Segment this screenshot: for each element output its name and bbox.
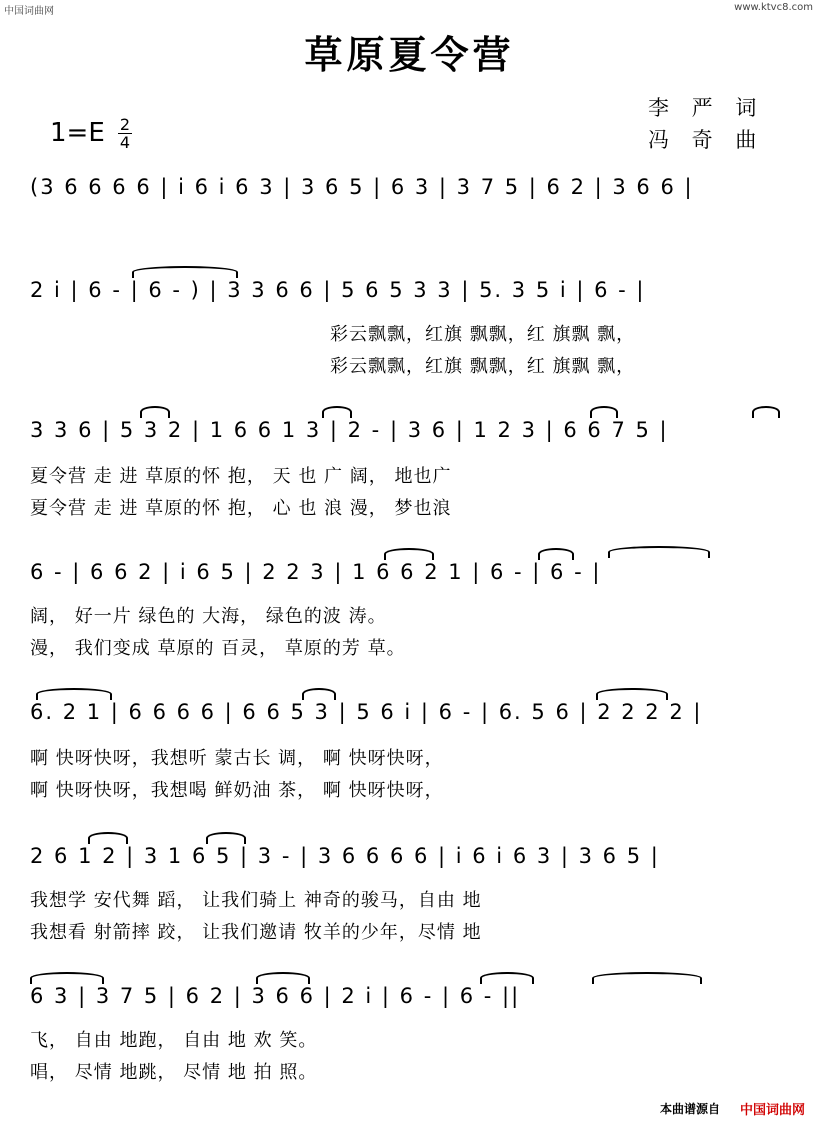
- slur: [256, 972, 310, 984]
- slur: [596, 688, 668, 700]
- system-6-lyric-2: 我想看 射箭摔 跤， 让我们邀请 牧羊的少年，尽情 地: [30, 922, 482, 943]
- slur: [206, 832, 246, 844]
- system-3-lyric-2: 夏令营 走 进 草原的怀 抱， 心 也 浪 漫， 梦也浪: [30, 498, 452, 519]
- system-7-notes: 6 3 | 3 7 5 | 6 2 | 3 6 6 | 2 i | 6 - | 6 - ||: [30, 984, 521, 1008]
- system-5-lyric-1: 啊 快呀快呀，我想听 蒙古长 调， 啊 快呀快呀，: [30, 748, 444, 769]
- time-signature: [118, 116, 132, 151]
- system-7-lyric-1: 飞， 自由 地跑， 自由 地 欢 笑。: [30, 1030, 318, 1051]
- slur: [140, 406, 170, 418]
- slur: [538, 548, 574, 560]
- slur: [30, 972, 104, 984]
- slur: [132, 266, 238, 278]
- system-6-lyric-1: 我想学 安代舞 蹈， 让我们骑上 神奇的骏马，自由 地: [30, 890, 482, 911]
- composer-credit: 冯 奇 曲: [648, 128, 765, 152]
- slur: [36, 688, 112, 700]
- lyricist-credit: 李 严 词: [648, 96, 765, 120]
- slur: [752, 406, 780, 418]
- footer-label: 本曲谱源自: [660, 1102, 721, 1116]
- system-6-notes: 2 6 1 2 | 3 1 6 5 | 3 - | 3 6 6 6 6 | i 6 i 6 3 | 3 6 5 |: [30, 844, 660, 868]
- system-4-lyric-1: 阔， 好一片 绿色的 大海， 绿色的波 涛。: [30, 606, 387, 627]
- time-bottom: 4: [119, 133, 131, 152]
- system-5-notes: 6. 2 1 | 6 6 6 6 | 6 6 5 3 | 5 6 i | 6 - | 6. 5 6 | 2 2 2 2 |: [30, 700, 703, 724]
- system-4-lyric-2: 漫， 我们变成 草原的 百灵， 草原的芳 草。: [30, 638, 406, 659]
- watermark-right: www.ktvc8.com: [734, 2, 813, 13]
- slur: [88, 832, 128, 844]
- key-signature: 1=E: [50, 118, 105, 148]
- footer-site: 中国词曲网: [740, 1103, 806, 1118]
- system-1-notes: (3 6 6 6 6 | i 6 i 6 3 | 3 6 5 | 6 3 | 3 7 5 | 6 2 | 3 6 6 |: [30, 175, 694, 199]
- system-3-notes: 3 3 6 | 5 3 2 | 1 6 6 1 3 | 2 - | 3 6 | 1 2 3 | 6 6 7 5 |: [30, 418, 669, 442]
- slur: [590, 406, 618, 418]
- slur: [608, 546, 710, 558]
- system-7-lyric-2: 唱， 尽情 地跳， 尽情 地 拍 照。: [30, 1062, 318, 1083]
- song-title: 草原夏令营: [304, 32, 515, 77]
- slur: [480, 972, 534, 984]
- watermark-left: 中国词曲网: [4, 6, 54, 17]
- system-2-notes: 2 i | 6 - | 6 - ) | 3 3 6 6 | 5 6 5 3 3 | 5. 3 5 i | 6 - |: [30, 278, 646, 302]
- system-2-lyric-2: 彩云飘飘，红旗 飘飘，红 旗飘 飘，: [330, 356, 636, 377]
- system-5-lyric-2: 啊 快呀快呀，我想喝 鲜奶油 茶， 啊 快呀快呀，: [30, 780, 444, 801]
- slur: [302, 688, 336, 700]
- time-top: 2: [119, 115, 131, 134]
- slur: [322, 406, 352, 418]
- system-3-lyric-1: 夏令营 走 进 草原的怀 抱， 天 也 广 阔， 地也广: [30, 466, 452, 487]
- system-2-lyric-1: 彩云飘飘，红旗 飘飘，红 旗飘 飘，: [330, 324, 636, 345]
- slur: [592, 972, 702, 984]
- system-4-notes: 6 - | 6 6 2 | i 6 5 | 2 2 3 | 1 6 6 2 1 | 6 - | 6 - |: [30, 560, 602, 584]
- slur: [384, 548, 434, 560]
